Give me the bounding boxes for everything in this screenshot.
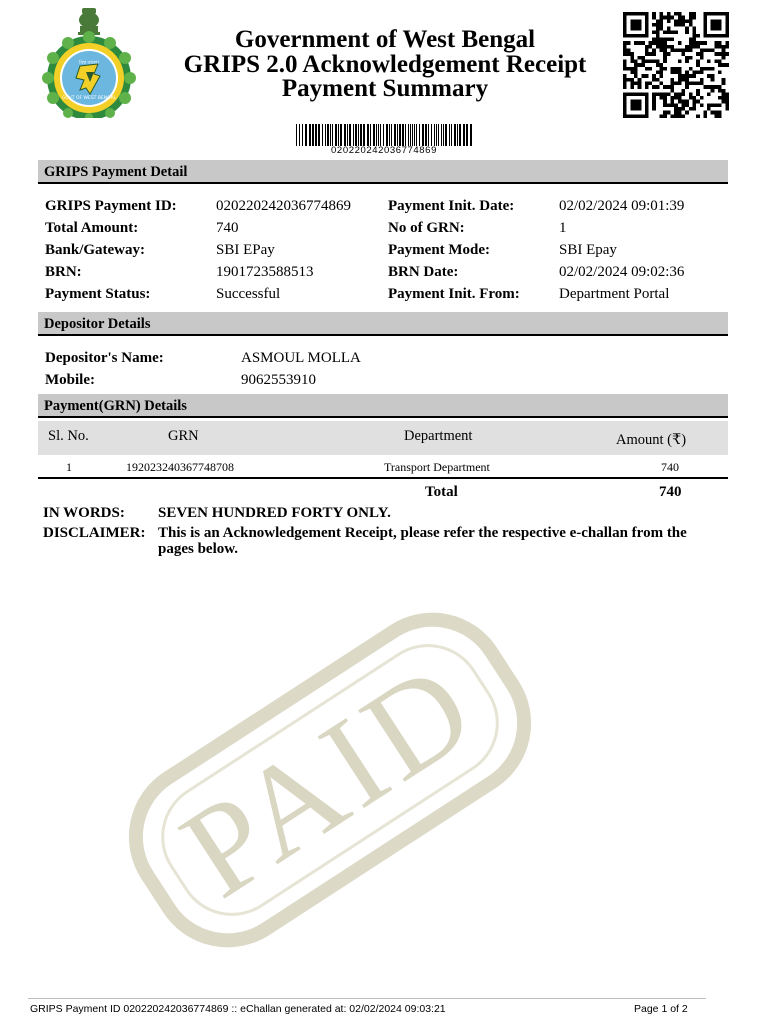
- payment-init-date-label: Payment Init. Date:: [388, 198, 515, 214]
- depositor-name-label: Depositor's Name:: [45, 350, 164, 366]
- in-words-label: IN WORDS:: [43, 505, 125, 521]
- payment-mode-label: Payment Mode:: [388, 242, 491, 258]
- no-of-grn-label: No of GRN:: [388, 220, 465, 236]
- grn-row-amount: 740: [661, 460, 679, 474]
- footer-payment-info: GRIPS Payment ID 020220242036774869 :: eChallan generated at: 02/02/2024 09:03:21: [30, 1003, 446, 1015]
- payment-id-label: GRIPS Payment ID:: [45, 198, 177, 214]
- grn-row-department: Transport Department: [384, 460, 490, 474]
- in-words-value: SEVEN HUNDRED FORTY ONLY.: [158, 505, 391, 521]
- depositor-name-value: ASMOUL MOLLA: [241, 350, 361, 366]
- grn-row-number: 192023240367748708: [126, 460, 234, 474]
- brn-date-label: BRN Date:: [388, 264, 459, 280]
- barcode-number: 020220242036774869: [331, 145, 437, 156]
- payment-init-from-label: Payment Init. From:: [388, 286, 520, 302]
- disclaimer-line-1: This is an Acknowledgement Receipt, please refer the respective e-challan from the: [158, 525, 687, 541]
- table-divider: [38, 477, 728, 479]
- mobile-label: Mobile:: [45, 372, 95, 388]
- bank-gateway-value: SBI EPay: [216, 242, 275, 258]
- total-amount-value: 740: [216, 220, 239, 236]
- svg-text:বিশ্ব বাংলা: বিশ্ব বাংলা: [78, 60, 100, 66]
- title-line-2: GRIPS 2.0 Acknowledgement Receipt: [183, 50, 587, 78]
- title-line-3: Payment Summary: [281, 75, 489, 102]
- grn-row-sl: 1: [66, 460, 72, 474]
- total-amount-label: Total Amount:: [45, 220, 139, 236]
- paid-stamp-text: PAID: [157, 632, 501, 926]
- total-label: Total: [425, 484, 458, 500]
- footer-page-number: Page 1 of 2: [634, 1003, 688, 1015]
- column-grn: GRN: [168, 428, 199, 444]
- payment-status-value: Successful: [216, 286, 281, 302]
- column-amount: Amount (₹): [616, 432, 687, 448]
- payment-id-value: 020220242036774869: [216, 198, 351, 214]
- brn-value: 1901723588513: [216, 264, 314, 280]
- grn-section-header: Payment(GRN) Details: [38, 394, 728, 418]
- document-title-block: [140, 28, 630, 102]
- disclaimer-line-2: pages below.: [158, 541, 239, 557]
- paid-stamp-watermark: [30, 600, 630, 960]
- no-of-grn-value: 1: [559, 220, 567, 236]
- title-line-1: Government of West Bengal: [234, 26, 536, 53]
- brn-date-value: 02/02/2024 09:02:36: [559, 264, 685, 280]
- mobile-value: 9062553910: [241, 372, 316, 388]
- disclaimer-label: DISCLAIMER:: [43, 525, 146, 541]
- qr-code: [621, 12, 731, 118]
- payment-mode-value: SBI Epay: [559, 242, 617, 258]
- payment-init-from-value: Department Portal: [559, 286, 670, 302]
- brn-label: BRN:: [45, 264, 82, 280]
- bank-gateway-label: Bank/Gateway:: [45, 242, 146, 258]
- column-department: Department: [404, 428, 473, 444]
- payment-detail-section-header: GRIPS Payment Detail: [38, 160, 728, 184]
- total-value: 740: [659, 484, 682, 500]
- west-bengal-emblem-logo: [42, 6, 136, 118]
- payment-init-date-value: 02/02/2024 09:01:39: [559, 198, 685, 214]
- barcode: [296, 124, 472, 146]
- depositor-section-header: Depositor Details: [38, 312, 728, 336]
- column-sl-no: Sl. No.: [48, 428, 89, 444]
- footer-divider: [28, 998, 706, 999]
- payment-status-label: Payment Status:: [45, 286, 151, 302]
- svg-text:GOVT OF WEST BENGAL: GOVT OF WEST BENGAL: [61, 96, 117, 101]
